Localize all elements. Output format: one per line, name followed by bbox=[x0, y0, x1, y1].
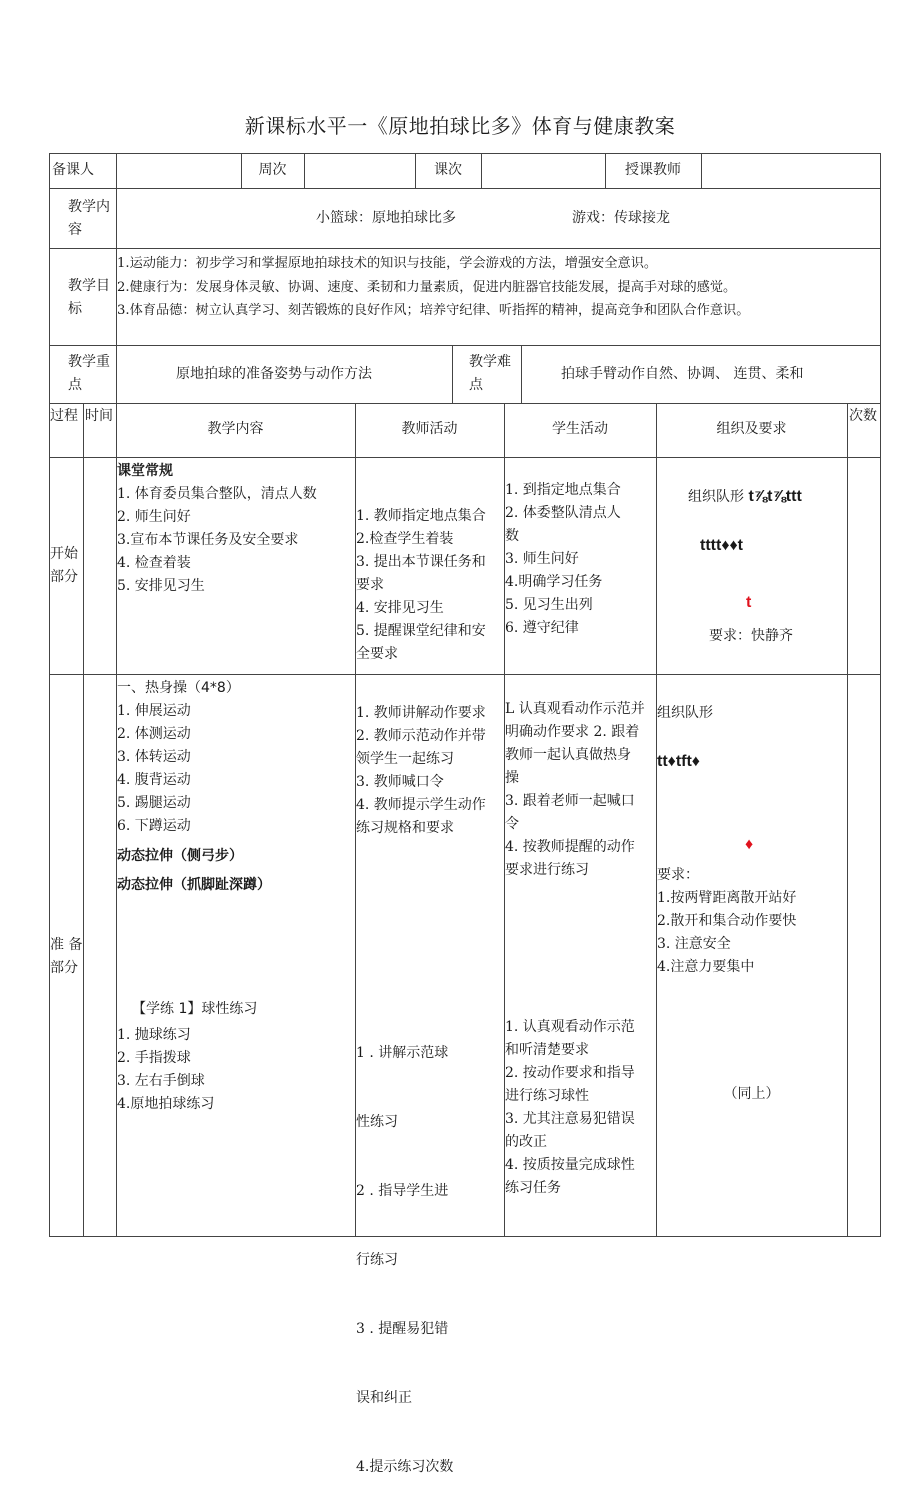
start-content bbox=[117, 460, 355, 598]
warmup-req-item: 3. 注意安全 bbox=[657, 936, 731, 952]
col-count: 次数 bbox=[849, 408, 877, 424]
focus-label-line2: 点 bbox=[68, 377, 82, 393]
warmup-item: 6. 下蹲运动 bbox=[117, 818, 191, 834]
difficulty-label bbox=[469, 351, 511, 397]
warmup-student-item: L 认真观看动作示范并 bbox=[505, 701, 645, 717]
warmup-student-item: 4. 按教师提醒的动作 bbox=[505, 839, 635, 855]
drill-student-activity bbox=[505, 1016, 656, 1200]
page-title: 新课标水平一《原地拍球比多》体育与健康教案 bbox=[244, 114, 676, 138]
warmup-student-item: 明确动作要求 2. 跟着 bbox=[505, 724, 640, 740]
content-row-label bbox=[68, 196, 110, 242]
content-label-line1: 教学内 bbox=[68, 199, 110, 215]
drill-teacher-item: 行练习 bbox=[356, 1252, 398, 1268]
warmup-student-item: 要求进行练习 bbox=[505, 862, 589, 878]
stretch-1: 动态拉伸（侧弓步） bbox=[117, 848, 243, 864]
warmup-org-label: 组织队形 bbox=[657, 705, 713, 721]
start-student-item: 4.明确学习任务 bbox=[505, 574, 603, 590]
goals-label-line1: 教学目 bbox=[68, 278, 110, 294]
goal-item: 2.健康行为：发展身体灵敏、协调、速度、柔韧和力量素质，促进内脏器官技能发展，提高手对球的感觉。 bbox=[117, 279, 737, 295]
warmup-student-item: 教师一起认真做热身 bbox=[505, 747, 631, 763]
drill-student-item: 4. 按质按量完成球性 bbox=[505, 1157, 635, 1173]
drill-student-item: 和听清楚要求 bbox=[505, 1042, 589, 1058]
stretch-2: 动态拉伸（抓脚趾深蹲） bbox=[117, 877, 271, 893]
start-teacher-item: 5. 提醒课堂纪律和安 bbox=[356, 623, 486, 639]
goals-label bbox=[68, 275, 110, 321]
start-label-line1: 开始 bbox=[50, 546, 78, 562]
drill-teacher-item: 1 . 讲解示范球 bbox=[356, 1045, 449, 1061]
warmup-teacher-item: 练习规格和要求 bbox=[356, 820, 454, 836]
warmup-student-item: 令 bbox=[505, 816, 519, 832]
goal-item: 1.运动能力：初步学习和掌握原地拍球技术的知识与技能，学会游戏的方法，增强安全意识。 bbox=[117, 256, 658, 271]
drill-teacher-item: 2 . 指导学生进 bbox=[356, 1183, 449, 1199]
content-label-line2: 容 bbox=[68, 222, 82, 238]
start-teacher-item: 2.检查学生着装 bbox=[356, 531, 454, 547]
drill-student-item: 3. 尤其注意易犯错误 bbox=[505, 1111, 635, 1127]
start-section-label bbox=[50, 543, 78, 589]
start-student-item: 数 bbox=[505, 528, 519, 544]
start-student-item: 3. 师生问好 bbox=[505, 551, 579, 567]
col-time: 时间 bbox=[85, 408, 113, 424]
warmup-formation: tt♦tft♦ bbox=[657, 753, 700, 770]
start-content-heading: 课堂常规 bbox=[117, 463, 173, 479]
lesson-value bbox=[485, 159, 602, 182]
start-student-item: 5. 见习生出列 bbox=[505, 597, 593, 613]
difficulty-label-line2: 点 bbox=[469, 377, 483, 393]
warmup-content bbox=[117, 677, 355, 838]
week-value bbox=[308, 159, 412, 182]
start-teacher-item: 要求 bbox=[356, 577, 384, 593]
drill-student-item: 的改正 bbox=[505, 1134, 547, 1150]
col-student: 学生活动 bbox=[552, 421, 608, 437]
start-content-item: 2. 师生问好 bbox=[117, 509, 191, 525]
focus-text: 原地拍球的准备姿势与动作方法 bbox=[176, 366, 372, 382]
warmup-item: 1. 伸展运动 bbox=[117, 703, 191, 719]
start-teacher-item: 全要求 bbox=[356, 646, 398, 662]
drill-item: 2. 手指拨球 bbox=[117, 1050, 191, 1066]
drill-teacher-item: 3 . 提醒易犯错 bbox=[356, 1321, 449, 1337]
preparer-label: 备课人 bbox=[52, 162, 94, 178]
warmup-item: 3. 体转运动 bbox=[117, 749, 191, 765]
start-label-line2: 部分 bbox=[50, 569, 78, 585]
goals-label-line2: 标 bbox=[68, 301, 82, 317]
difficulty-text: 拍球手臂动作自然、协调、 连贯、柔和 bbox=[561, 366, 804, 382]
drill-student-item: 2. 按动作要求和指导 bbox=[505, 1065, 635, 1081]
drill-teacher-item: 误和纠正 bbox=[356, 1390, 412, 1406]
prep-label-line1: 准 备 bbox=[50, 937, 83, 953]
start-teacher-item: 1. 教师指定地点集合 bbox=[356, 508, 486, 524]
start-teacher-activity bbox=[356, 505, 504, 666]
warmup-item: 5. 踢腿运动 bbox=[117, 795, 191, 811]
start-content-item: 3.宣布本节课任务及安全要求 bbox=[117, 532, 299, 548]
warmup-item: 2. 体测运动 bbox=[117, 726, 191, 742]
start-student-activity bbox=[505, 479, 656, 640]
drill-item: 1. 抛球练习 bbox=[117, 1027, 191, 1043]
warmup-heading: 一、热身操（4*8） bbox=[117, 680, 240, 696]
drill-student-item: 练习任务 bbox=[505, 1180, 561, 1196]
teacher-value bbox=[705, 159, 877, 182]
goals-list bbox=[117, 252, 879, 323]
warmup-teacher-item: 3. 教师喊口令 bbox=[356, 774, 444, 790]
col-organization: 组织及要求 bbox=[716, 421, 787, 437]
warmup-teacher-activity bbox=[356, 702, 504, 840]
start-student-item: 2. 体委整队清点人 bbox=[505, 505, 621, 521]
week-label: 周次 bbox=[258, 162, 287, 178]
start-org bbox=[688, 485, 802, 509]
start-teacher-item: 4. 安排见习生 bbox=[356, 600, 444, 616]
difficulty-label-line1: 教学难 bbox=[469, 354, 511, 370]
drill-item: 4.原地拍球练习 bbox=[117, 1096, 215, 1112]
drill-org: （同上） bbox=[723, 1086, 780, 1102]
preparer-value bbox=[120, 159, 238, 182]
focus-label-line1: 教学重 bbox=[68, 354, 110, 370]
drill-heading: 【学练 1】球性练习 bbox=[132, 1001, 258, 1017]
lesson-label: 课次 bbox=[434, 162, 462, 178]
drill-content bbox=[117, 1024, 355, 1116]
col-teacher: 教师活动 bbox=[401, 421, 458, 437]
start-formation-row1: t⅞t⅞ttt bbox=[748, 488, 802, 505]
warmup-student-activity bbox=[505, 698, 656, 882]
warmup-requirements bbox=[657, 864, 847, 979]
start-requirement: 要求：快静齐 bbox=[709, 628, 793, 644]
drill-item: 3. 左右手倒球 bbox=[117, 1073, 205, 1089]
warmup-student-item: 操 bbox=[505, 770, 519, 786]
drill-teacher-item: 4.提示练习次数 bbox=[356, 1459, 454, 1475]
start-teacher-mark: t bbox=[746, 594, 752, 611]
prep-label-line2: 部分 bbox=[50, 960, 78, 976]
content-item-basketball: 小篮球：原地拍球比多 bbox=[316, 210, 456, 226]
warmup-req-label: 要求： bbox=[657, 867, 699, 883]
drill-student-item: 进行练习球性 bbox=[505, 1088, 589, 1104]
warmup-teacher-item: 领学生一起练习 bbox=[356, 751, 454, 767]
warmup-req-item: 2.散开和集合动作要快 bbox=[657, 913, 797, 929]
prep-section-label bbox=[50, 934, 82, 980]
warmup-teacher-item: 4. 教师提示学生动作 bbox=[356, 797, 486, 813]
col-process: 过程 bbox=[50, 408, 78, 424]
warmup-teacher-item: 1. 教师讲解动作要求 bbox=[356, 705, 486, 721]
start-formation-row2: tttt♦♦t bbox=[700, 537, 743, 554]
warmup-teacher-item: 2. 教师示范动作并带 bbox=[356, 728, 486, 744]
goal-item: 3.体育品德：树立认真学习、刻苦锻炼的良好作风；培养守纪律、听指挥的精神，提高竞争和团队合作意识。 bbox=[117, 303, 750, 318]
start-teacher-item: 3. 提出本节课任务和 bbox=[356, 554, 486, 570]
start-student-item: 1. 到指定地点集合 bbox=[505, 482, 621, 498]
teacher-label: 授课教师 bbox=[625, 162, 681, 178]
col-content: 教学内容 bbox=[207, 421, 264, 437]
focus-label bbox=[68, 351, 110, 397]
warmup-item: 4. 腹背运动 bbox=[117, 772, 191, 788]
start-org-label: 组织队形 bbox=[688, 489, 744, 505]
start-student-item: 6. 遵守纪律 bbox=[505, 620, 579, 636]
drill-teacher-item: 性练习 bbox=[356, 1114, 398, 1130]
warmup-req-item: 1.按两臂距离散开站好 bbox=[657, 890, 797, 906]
content-item-game: 游戏：传球接龙 bbox=[572, 210, 670, 226]
start-content-item: 4. 检查着装 bbox=[117, 555, 191, 571]
warmup-student-item: 3. 跟着老师一起喊口 bbox=[505, 793, 635, 809]
start-content-item: 1. 体育委员集合整队，清点人数 bbox=[117, 486, 317, 502]
warmup-req-item: 4.注意力要集中 bbox=[657, 959, 755, 975]
warmup-teacher-mark: ♦ bbox=[745, 836, 754, 853]
start-content-item: 5. 安排见习生 bbox=[117, 578, 205, 594]
drill-teacher-activity bbox=[356, 996, 504, 1502]
drill-student-item: 1. 认真观看动作示范 bbox=[505, 1019, 635, 1035]
